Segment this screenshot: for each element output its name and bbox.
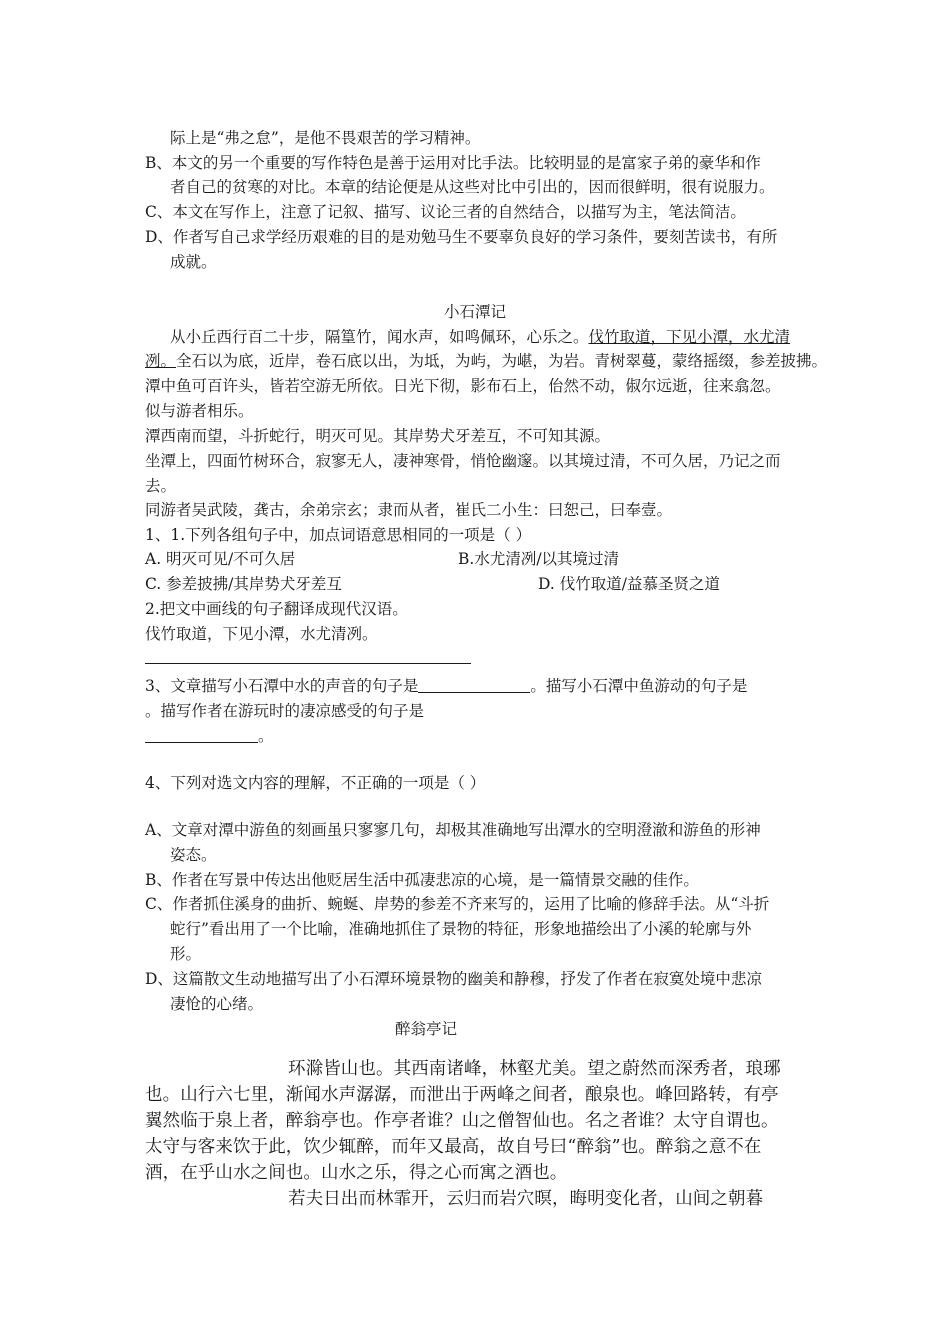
q4-option-d: D、这篇散文生动地描写出了小石潭环境景物的幽美和静穆，抒发了作者在寂寞处境中悲凉 <box>145 970 762 988</box>
option-d: D、作者写自己求学经历艰难的目的是劝勉马生不要辜负良好的学习条件，要刻苦读书，有所 <box>145 228 778 246</box>
section-title-xiaoshitan: 小石潭记 <box>443 303 506 321</box>
q4-option-a: A、文章对潭中游鱼的刻画虽只寥寥几句，却极其准确地写出潭水的空明澄澈和游鱼的形神 <box>145 821 761 839</box>
q4-option-c: C、作者抓住溪身的曲折、蜿蜒、岸势的参差不齐来写的，运用了比喻的修辞手法。从“斗折 <box>145 895 770 913</box>
question-3-cont: 。描写作者在游玩时的凄凉感受的句子是 <box>145 702 425 720</box>
passage-line: 环滁皆山也。其西南诸峰，林壑尤美。望之蔚然而深秀者，琅琊 <box>288 1059 781 1079</box>
answer-blank[interactable] <box>418 676 530 693</box>
q1-option-a: A. 明灭可见/不可久居 <box>145 550 296 568</box>
option-b: B、本文的另一个重要的写作特色是善于运用对比手法。比较明显的是富家子弟的豪华和作 <box>145 154 761 172</box>
passage-line: 酒，在乎山水之间也。山水之乐，得之心而寓之酒也。 <box>145 1163 568 1183</box>
question-2-sentence: 伐竹取道，下见小潭，水尤清冽。 <box>145 625 378 643</box>
q1-option-c: C. 参差披拂/其岸势犬牙差互 <box>145 575 342 593</box>
question-4: 4、下列对选文内容的理解，不正确的一项是（ ） <box>145 774 486 792</box>
question-1: 1、1.下列各组句子中，加点词语意思相同的一项是（ ） <box>145 526 532 544</box>
passage-line: 太守与客来饮于此，饮少辄醉，而年又最高，故自号曰“醉翁”也。醉翁之意不在 <box>145 1137 762 1157</box>
passage-line: 也。山行六七里，渐闻水声潺潺，而泄出于两峰之间者，酿泉也。峰回路转，有亭 <box>145 1085 779 1105</box>
q1-option-d: D. 伐竹取道/益慕圣贤之道 <box>538 575 720 593</box>
passage-line: 若夫日出而林霏开，云归而岩穴暝，晦明变化者，山间之朝暮 <box>288 1189 764 1209</box>
passage-line: 坐潭上，四面竹树环合，寂寥无人，凄神寒骨，悄怆幽邃。以其境过清，不可久居，乃记之而 <box>145 452 781 470</box>
question-3: 3、文章描写小石潭中水的声音的句子是 。描写小石潭中鱼游动的句子是 <box>145 677 748 695</box>
passage-line: 从小丘西行百二十步，隔篁竹，闻水声，如鸣佩环，心乐之。伐竹取道，下见小潭，水尤清 <box>170 328 791 346</box>
option-a-cont: 际上是“弗之怠”，是他不畏艰苦的学习精神。 <box>170 129 481 147</box>
passage-line: 冽。全石以为底，近岸，卷石底以出，为坻，为屿，为嵁，为岩。青树翠蔓，蒙络摇缀，参差披拂。 <box>145 352 828 370</box>
q4-option-b: B、作者在写景中传达出他贬居生活中孤凄悲凉的心境，是一篇情景交融的佳作。 <box>145 871 699 889</box>
q4-option-c-cont: 蛇行”看出用了一个比喻，准确地抓住了景物的特征，形象地描绘出了小溪的轮廓与外 <box>170 920 752 938</box>
q4-option-c-end: 形。 <box>170 945 202 963</box>
option-d-cont: 成就。 <box>170 253 217 271</box>
option-c: C、本文在写作上，注意了记叙、描写、议论三者的自然结合，以描写为主，笔法简洁。 <box>145 203 746 221</box>
question-3-end: 。 <box>145 726 274 746</box>
passage-line: 同游者吴武陵，龚古，余弟宗玄；隶而从者，崔氏二小生：曰恕己，曰奉壹。 <box>145 501 673 519</box>
passage-line: 潭西南而望，斗折蛇行，明灭可见。其岸势犬牙差互，不可知其源。 <box>145 427 611 445</box>
q4-option-d-cont: 凄怆的心绪。 <box>170 995 264 1013</box>
answer-blank[interactable] <box>145 726 258 743</box>
question-2: 2.把文中画线的句子翻译成现代汉语。 <box>145 600 408 618</box>
q4-option-a-cont: 姿态。 <box>170 846 217 864</box>
passage-line: 翼然临于泉上者，醉翁亭也。作亭者谁？山之僧智仙也。名之者谁？太守自谓也。 <box>145 1111 779 1131</box>
passage-line: 似与游者相乐。 <box>145 402 254 420</box>
passage-line: 潭中鱼可百许头，皆若空游无所依。日光下彻，影布石上，佁然不动，俶尔远逝，往来翕忽。 <box>145 377 781 395</box>
option-b-cont: 者自己的贫寒的对比。本章的结论便是从这些对比中引出的，因而很鲜明，很有说服力。 <box>170 178 775 196</box>
q1-option-b: B.水尤清冽/以其境过清 <box>458 550 620 568</box>
passage-line: 去。 <box>145 477 177 495</box>
answer-line[interactable] <box>145 663 471 664</box>
section-title-zuiwengting: 醉翁亭记 <box>395 1020 458 1038</box>
